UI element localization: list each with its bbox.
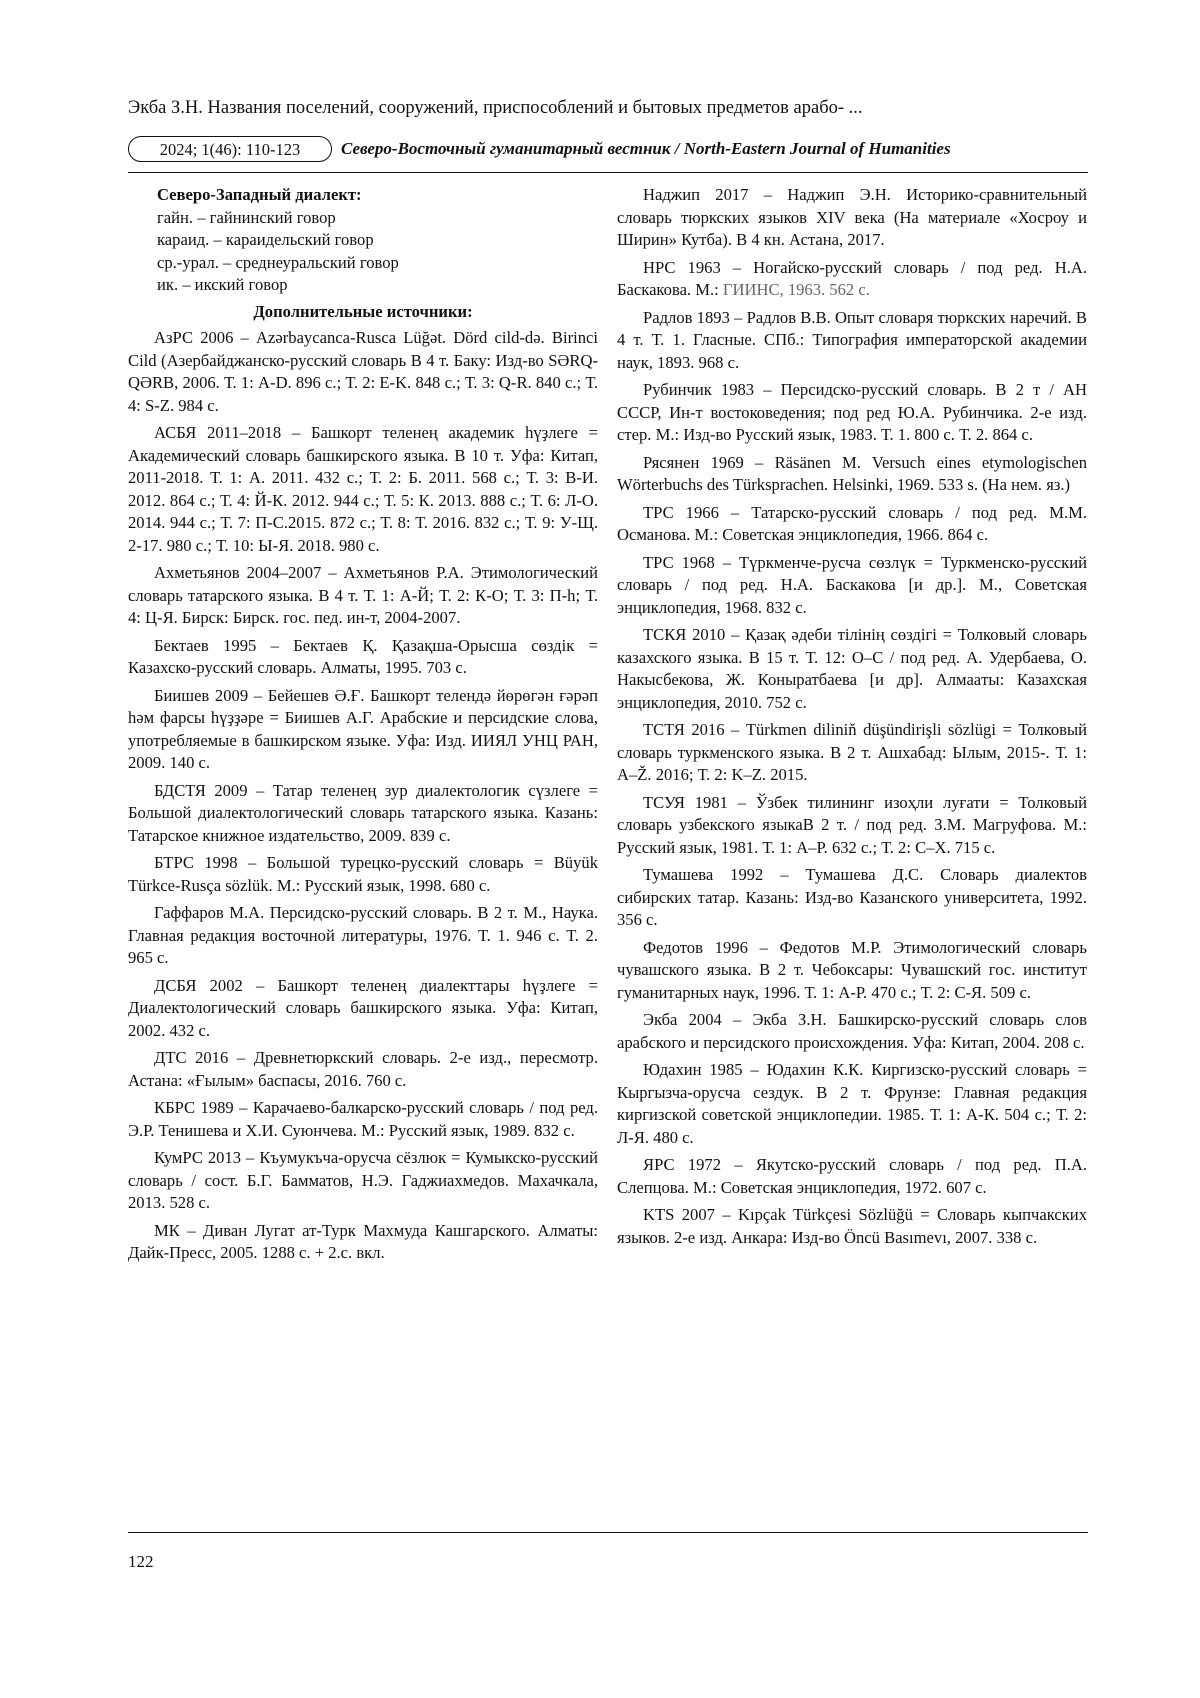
- reference-entry: КумРС 2013 – Къумукъча-орусча сёзлюк = Кумыкско-русский словарь / сост. Б.Г. Бамматов, Н.Э. Гаджиахмедов. Махачкала, 2013. 528 с.: [128, 1148, 598, 1212]
- footer-divider: [128, 1532, 1088, 1533]
- reference-entry: Юдахин 1985 – Юдахин К.К. Киргизско-русский словарь = Кыргызча-орусча сездук. В 2 т. Фрунзе: Главная редакция киргизской советской энциклопедии. 1985. Т. 1: А-К. 504 с.; Т. 2: Л-Я. 480 с.: [617, 1060, 1087, 1147]
- reference-entry: [617, 257, 1087, 302]
- reference-entry: ТСУЯ 1981 – Ўзбек тилининг изоҳли луғати = Толковый словарь узбекского языкаВ 2 т. / под ред. З.М. Магруфова. М.: Русский язык, 1981. Т. 1: А–Р. 632 с.; Т. 2: С–Х. 715 с.: [617, 792, 1087, 857]
- reference-entry: Наджип 2017 – Наджип Э.Н. Историко-сравнительный словарь тюркских языков XIV века (На материале «Хосроу и Ширин» Кутба). В 4 кн. Астана, 2017.: [617, 185, 1087, 249]
- reference-entry: БДСТЯ 2009 – Татар теленең зур диалектологик сүзлеге = Большой диалектологический словарь татарского языка. Казань: Татарское книжное издательство, 2009. 839 с.: [128, 780, 598, 845]
- dialect-abbrev: ик. – икский говор: [157, 275, 288, 294]
- sources-heading: Дополнительные источники:: [253, 301, 473, 321]
- reference-entry: Ахметьянов 2004–2007 – Ахметьянов Р.А. Этимологический словарь татарского языка. В 4 т. Т. 1: А-Й; Т. 2: К-О; Т. 3: П-һ; Т. 4: Ц-Я. Бирск: Бирск. гос. пед. ин-т, 2004-2007.: [128, 563, 598, 627]
- header-divider: [128, 172, 1088, 173]
- reference-entry: Бектаев 1995 – Бектаев Қ. Қазақша-Орысша сөздік = Казахско-русский словарь. Алматы, 1995. 703 с.: [128, 635, 598, 677]
- reference-entry: ДСБЯ 2002 – Башкорт теленең диалекттары һүҙлеге = Диалектологический словарь башкирского языка. Уфа: Китап, 2002. 432 с.: [128, 975, 598, 1040]
- reference-entry: КБРС 1989 – Карачаево-балкарско-русский словарь / под ред. Э.Р. Тенишева и Х.И. Суюнчева. М.: Русский язык, 1989. 832 с.: [128, 1098, 598, 1140]
- dialect-abbrev: гайн. – гайнинский говор: [157, 207, 336, 227]
- reference-entry: Биишев 2009 – Бейешев Ә.Ғ. Башкорт телендә йөрөгән ғәрәп һәм фарсы һүҙҙәре = Биишев А.Г. Арабские и персидские слова, употребляемые в башкирском языке. Уфа: Изд. ИИЯЛ УНЦ РАН, 2009. 140 с.: [128, 685, 598, 772]
- reference-entry: Радлов 1893 – Радлов В.В. Опыт словаря тюркских наречий. В 4 т. Т. 1. Гласные. СПб.: Типография императорской академии наук, 1893. 968 с.: [617, 307, 1087, 372]
- dialect-abbrev: караид. – караидельский говор: [157, 230, 374, 249]
- reference-entry: Рясянен 1969 – Räsänen M. Versuch eines etymologischen Wörterbuchs des Türksprachen. Helsinki, 1969. 533 s. (На нем. яз.): [617, 452, 1087, 494]
- page-number: 122: [128, 1552, 154, 1571]
- reference-entry: БТРС 1998 – Большой турецко-русский словарь = Büyük Türkce-Rusça sözlük. М.: Русский язык, 1998. 680 с.: [128, 853, 598, 895]
- reference-entry: Тумашева 1992 – Тумашева Д.С. Словарь диалектов сибирских татар. Казань: Изд-во Казанского университета, 1992. 356 с.: [617, 865, 1087, 929]
- left-column: [128, 184, 598, 1270]
- reference-entry: Федотов 1996 – Федотов М.Р. Этимологический словарь чувашского языка. В 2 т. Чебоксары: Чувашский гос. институт гуманитарных наук, 1996. Т. 1: А-Р. 470 с.; Т. 2: С-Я. 509 с.: [617, 937, 1087, 1002]
- journal-title: Северо-Восточный гуманитарный вестник / North-Eastern Journal of Humanities: [341, 139, 951, 158]
- right-column: [617, 184, 1087, 1254]
- reference-entry: ДТС 2016 – Древнетюркский словарь. 2-е изд., пересмотр. Астана: «Ғылым» баспасы, 2016. 760 с.: [128, 1048, 598, 1090]
- dialect-heading: Северо-Западный диалект:: [157, 185, 362, 204]
- reference-entry: Экба 2004 – Экба З.Н. Башкирско-русский словарь слов арабского и персидского происхождения. Уфа: Китап, 2004. 208 с.: [617, 1010, 1087, 1052]
- reference-entry: МК – Диван Лугат ат-Турк Махмуда Кашгарского. Алматы: Дайк-Пресс, 2005. 1288 с. + 2.с. вкл.: [128, 1220, 598, 1262]
- reference-entry: Рубинчик 1983 – Персидско-русский словарь. В 2 т / АН СССР, Ин-т востоковедения; под ред Ю.А. Рубинчика. 2-е изд. стер. М.: Изд-во Русский язык, 1983. Т. 1. 800 с. Т. 2. 864 с.: [617, 380, 1087, 444]
- reference-entry: АзРС 2006 – Azərbaycanca-Rusca Lüğət. Dörd cild-də. Birinci Cild (Азербайджанско-русский словарь В 4 т. Баку: Изд-во SƏRQ-QƏRB, 2006. Т. 1: A-D. 896 с.; Т. 2: E-K. 848 с.; Т. 3: Q-R. 840 с.; Т. 4: S-Z. 984 с.: [128, 328, 598, 415]
- reference-entry: ЯРС 1972 – Якутско-русский словарь / под ред. П.А. Слепцова. М.: Советская энциклопедия, 1972. 607 с.: [617, 1155, 1087, 1197]
- issue-badge: 2024; 1(46): 110-123: [128, 136, 332, 162]
- dialect-abbrev: ср.-урал. – среднеуральский говор: [157, 252, 399, 272]
- reference-entry: KTS 2007 – Kıpçak Türkçesi Sözlüğü = Словарь кыпчакских языков. 2-е изд. Анкара: Изд-во Öncü Basımevı, 2007. 338 с.: [617, 1205, 1087, 1247]
- reference-entry: ТСТЯ 2016 – Türkmen diliniň düşündirişli sözlügi = Толковый словарь туркменского языка. В 2 т. Ашхабад: Ылым, 2015-. Т. 1: A–Ž. 2016; Т. 2: K–Z. 2015.: [617, 720, 1087, 784]
- reference-entry: ТСКЯ 2010 – Қазақ әдеби тілінің сөздігі = Толковый словарь казахского языка. В 15 т. Т. 12: О–С / под ред. А. Удербаева, О. Накысбекова, Ж. Коныратбаева [и др]. Алмаaты: Казахская энциклопедия, 2010. 752 с.: [617, 625, 1087, 712]
- reference-entry: ТРС 1966 – Татарско-русский словарь / под ред. М.М. Османова. М.: Советская энциклопедия, 1966. 864 с.: [617, 502, 1087, 544]
- reference-publisher: ГИИНС, 1963. 562 с.: [722, 280, 870, 299]
- reference-entry: АСБЯ 2011–2018 – Башкорт теленең академик һүҙлеге = Академический словарь башкирского языка. В 10 т. Уфа: Китап, 2011-2018. Т. 1: А. 2011. 432 с.; Т. 2: Б. 2011. 568 с.; Т. 3: В-И. 2012. 864 с.; Т. 4: Й-К. 2012. 944 с.; Т. 5: К. 2013. 888 с.; Т. 6: Л-О. 2014. 944 с.; Т. 7: П-С.2015. 872 с.; Т. 8: Т. 2016. 832 с.; Т. 9: У-Щ. 2-17. 980 с.; Т. 10: Ы-Я. 2018. 980 с.: [128, 423, 598, 555]
- running-title: Экба З.Н. Названия поселений, сооружений, приспособлений и бытовых предметов арабо- ...: [128, 98, 863, 118]
- reference-entry: Гаффаров М.А. Персидско-русский словарь. В 2 т. М., Наука. Главная редакция восточной литературы, 1976. Т. 1. 946 с. Т. 2. 965 с.: [128, 903, 598, 967]
- journal-header: [128, 136, 1088, 164]
- reference-text: НРС 1963 – Ногайско-русский словарь / под ред. Н.А. Баскакова. М.:: [617, 257, 1087, 299]
- reference-entry: ТРС 1968 – Түркменче-русча сөзлүк = Туркменско-русский словарь / под ред. Н.А. Баскакова [и др.]. М., Советская энциклопедия, 1968. 832 с.: [617, 552, 1087, 617]
